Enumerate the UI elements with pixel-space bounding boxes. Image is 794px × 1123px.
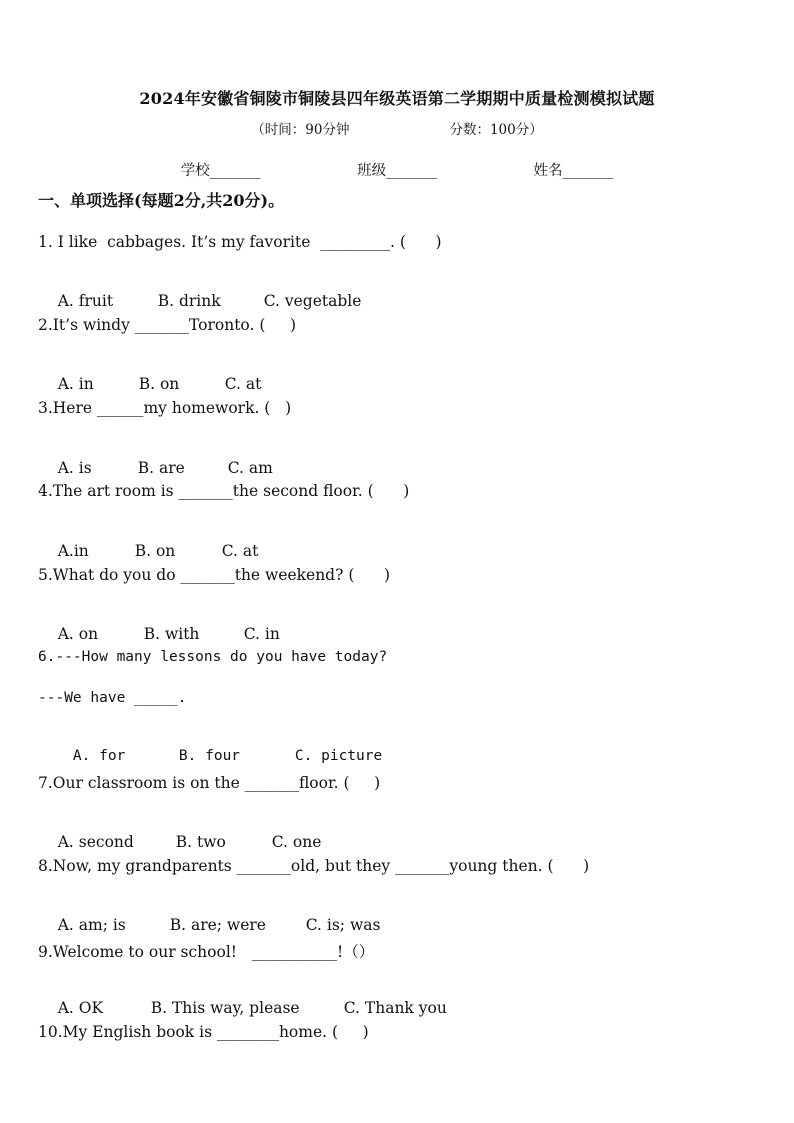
option-c: C. one	[271, 833, 322, 851]
question-9: 9.Welcome to our school! ___________!（）	[38, 943, 375, 961]
option-b: B. on	[134, 542, 176, 560]
student-info	[0, 159, 794, 180]
option-a: A. in	[57, 375, 94, 393]
option-c: C. Thank you	[343, 999, 447, 1017]
option-c: C. picture	[294, 748, 383, 764]
question-6: 6.---How many lessons do you have today?	[38, 649, 388, 665]
exam-score: 分数：100分）	[449, 122, 543, 138]
option-a: A.in	[57, 542, 89, 560]
option-b: B. four	[178, 748, 241, 764]
option-c: C. is; was	[305, 916, 381, 934]
option-a: A. for	[72, 748, 126, 764]
question-6-reply: ---We have _____.	[38, 690, 187, 706]
option-b: B. drink	[157, 292, 221, 310]
option-a: A. second	[57, 833, 134, 851]
question-6-options	[38, 732, 382, 780]
exam-meta	[0, 118, 794, 138]
question-1: 1. I like cabbages. It’s my favorite _________. ( )	[38, 233, 442, 251]
page-title: 2024年安徽省铜陵市铜陵县四年级英语第二学期期中质量检测模拟试题	[139, 89, 655, 108]
question-5: 5.What do you do _______the weekend? ( )	[38, 566, 390, 584]
option-a: A. fruit	[57, 292, 114, 310]
option-a: A. is	[57, 459, 92, 477]
option-b: B. are; were	[169, 916, 266, 934]
section-title: 一、单项选择(每题2分,共20分)。	[38, 191, 285, 210]
option-b: B. are	[137, 459, 185, 477]
option-a: A. OK	[57, 999, 104, 1017]
exam-time: （时间：90分钟	[251, 122, 350, 138]
option-c: C. vegetable	[263, 292, 362, 310]
option-c: C. am	[227, 459, 273, 477]
class-field: 班级_______	[357, 163, 437, 179]
school-field: 学校_______	[180, 163, 261, 179]
name-field: 姓名_______	[533, 163, 614, 179]
option-b: B. with	[143, 625, 200, 643]
option-a: A. am; is	[57, 916, 126, 934]
option-c: C. in	[243, 625, 280, 643]
question-3: 3.Here ______my homework. ( )	[38, 399, 292, 417]
question-2: 2.It’s windy _______Toronto. ( )	[38, 316, 297, 334]
option-a: A. on	[57, 625, 99, 643]
option-b: B. two	[175, 833, 226, 851]
option-c: C. at	[221, 542, 259, 560]
question-4: 4.The art room is _______the second floor. ( )	[38, 482, 410, 500]
question-8: 8.Now, my grandparents _______old, but they _______young then. ( )	[38, 857, 590, 875]
question-10: 10.My English book is ________home. ( )	[38, 1023, 369, 1041]
option-c: C. at	[224, 375, 262, 393]
question-7: 7.Our classroom is on the _______floor. ( )	[38, 774, 381, 792]
option-b: B. This way, please	[150, 999, 300, 1017]
option-b: B. on	[138, 375, 180, 393]
